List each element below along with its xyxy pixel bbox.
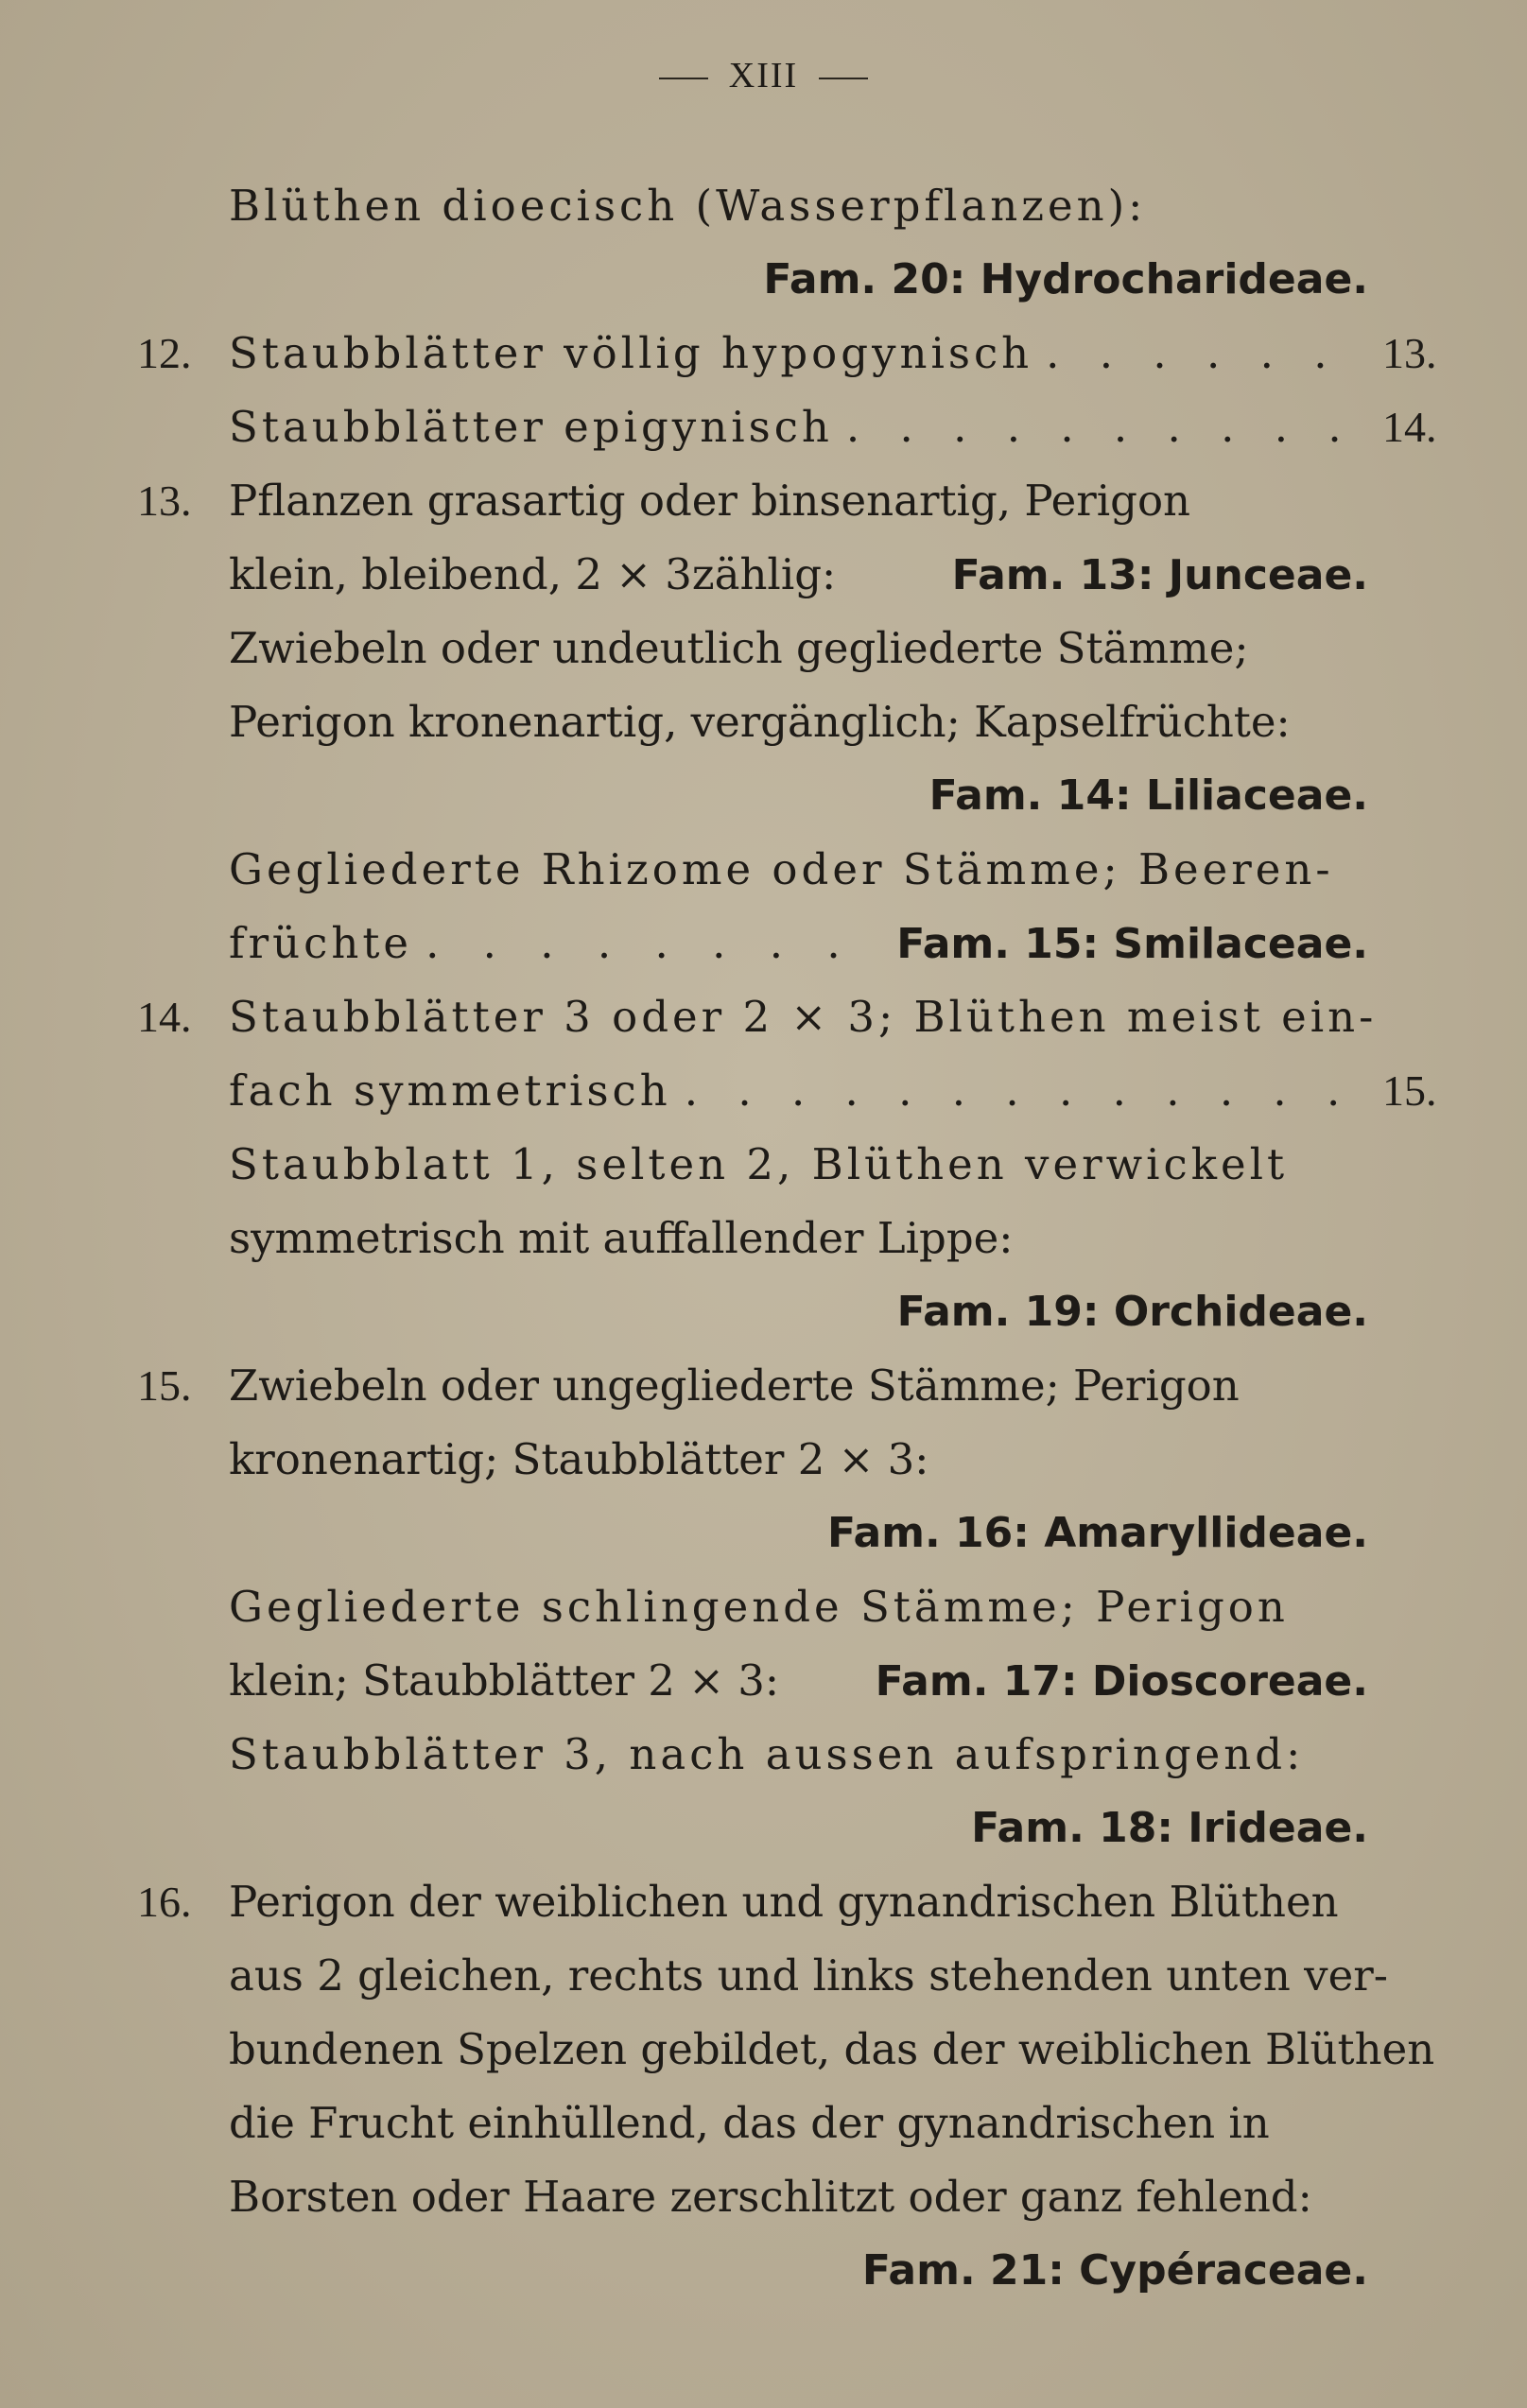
family-line	[229, 1798, 1368, 1859]
family-name: Fam. 17: Dioscoreae.	[875, 1657, 1368, 1706]
text-line: symmetrisch mit auffallender Lippe:	[229, 1213, 1014, 1263]
text-line	[229, 545, 1368, 605]
line-text: Staubblätter völlig hypogynisch	[229, 328, 1033, 378]
line-text: klein; Staubblätter 2 × 3:	[229, 1655, 780, 1706]
family-name: Fam. 15: Smilaceae.	[896, 920, 1368, 968]
text-line: Zwiebeln oder undeutlich gegliederte Stämme;	[229, 623, 1249, 673]
text-line: kronenartig; Staubblätter 2 × 3:	[229, 1434, 929, 1484]
line-text: Staubblätter epigynisch	[229, 402, 833, 452]
family-line	[229, 250, 1368, 310]
text-line: Staubblätter 3, nach aussen aufspringend:	[229, 1729, 1305, 1779]
family-name: Fam. 20: Hydrocharideae.	[763, 255, 1368, 303]
line-text: früchte	[229, 918, 413, 968]
dot-leader	[1032, 323, 1368, 384]
reference-number: 14.	[1382, 403, 1437, 451]
line-text: fach symmetrisch	[229, 1065, 671, 1116]
text-line: Gegliederte Rhizome oder Stämme; Beeren-	[229, 844, 1334, 894]
key-number: 15.	[137, 1361, 192, 1410]
text-line: bundenen Spelzen gebildet, das der weiblichen Blüthen	[229, 2024, 1435, 2074]
text-line: Zwiebeln oder ungegliederte Stämme; Perigon	[229, 1360, 1240, 1411]
text-line: Blüthen dioecisch (Wasserpflanzen):	[229, 181, 1147, 231]
reference-number: 13.	[1382, 329, 1437, 377]
text-line	[229, 397, 1368, 458]
header-dash-left	[659, 78, 708, 79]
key-number: 13.	[137, 476, 192, 525]
key-number: 12.	[137, 329, 192, 377]
family-name: Fam. 16: Amaryllideae.	[827, 1509, 1368, 1557]
page-number: XIII	[728, 56, 799, 95]
family-line	[229, 1282, 1368, 1343]
key-number: 16.	[137, 1878, 192, 1926]
line-text: klein, bleibend, 2 × 3zählig:	[229, 549, 837, 599]
family-name: Fam. 18: Irideae.	[971, 1804, 1368, 1852]
text-line	[229, 323, 1368, 384]
page-header	[0, 55, 1527, 96]
text-line: aus 2 gleichen, rechts und links stehenden unten ver-	[229, 1950, 1388, 2001]
reference-number: 15.	[1382, 1066, 1437, 1115]
dot-leader	[833, 397, 1368, 458]
family-name: Fam. 21: Cypéraceae.	[861, 2246, 1368, 2295]
text-line: Pflanzen grasartig oder binsenartig, Perigon	[229, 476, 1191, 526]
text-line: Perigon der weiblichen und gynandrischen Blüthen	[229, 1877, 1339, 1927]
text-line: Perigon kronenartig, vergänglich; Kapselfrüchte:	[229, 697, 1291, 747]
header-dash-right	[819, 78, 868, 79]
text-line	[229, 1651, 1368, 1711]
dot-leader	[671, 1061, 1368, 1121]
family-name: Fam. 19: Orchideae.	[896, 1288, 1368, 1336]
text-line: Staubblätter 3 oder 2 × 3; Blüthen meist ein-	[229, 992, 1378, 1042]
family-name: Fam. 13: Junceae.	[951, 551, 1368, 599]
text-line	[229, 913, 1368, 974]
text-line: Borsten oder Haare zerschlitzt oder ganz fehlend:	[229, 2172, 1312, 2222]
family-line	[229, 2241, 1368, 2301]
family-line	[229, 766, 1368, 826]
text-line: Gegliederte schlingende Stämme; Perigon	[229, 1582, 1289, 1632]
text-line	[229, 1061, 1368, 1121]
family-line	[229, 1503, 1368, 1564]
key-number: 14.	[137, 993, 192, 1041]
text-line: Staubblatt 1, selten 2, Blüthen verwickelt	[229, 1139, 1289, 1189]
family-name: Fam. 14: Liliaceae.	[928, 771, 1368, 820]
text-line: die Frucht einhüllend, das der gynandrischen in	[229, 2098, 1270, 2148]
dot-leader	[412, 913, 879, 974]
